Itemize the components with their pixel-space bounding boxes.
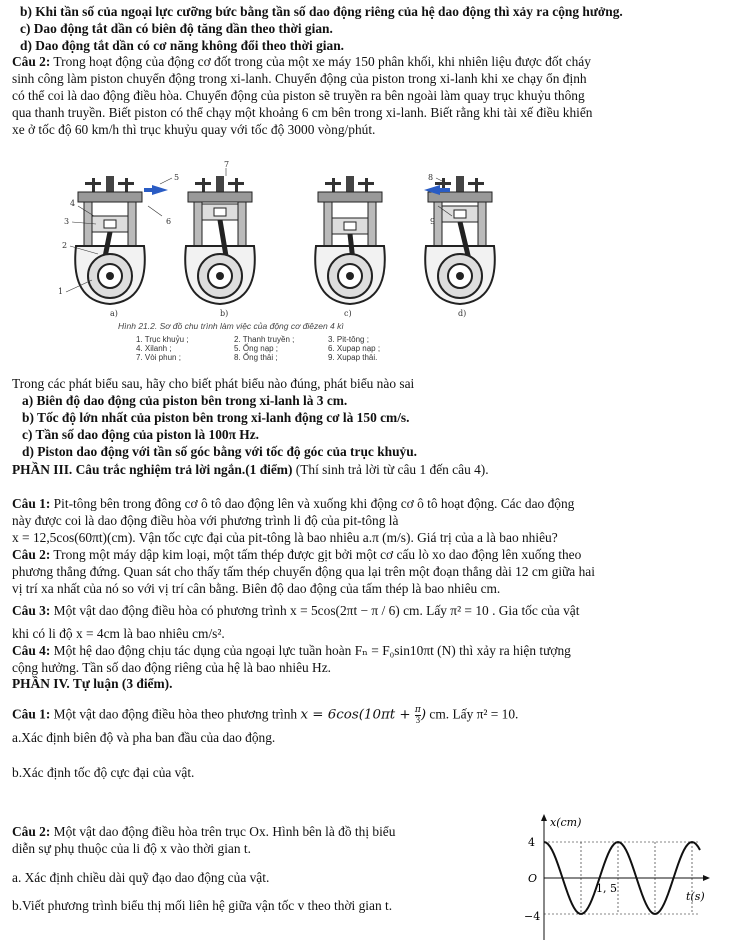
callout-6: 6: [166, 217, 172, 226]
engine-cycle-figure: [40, 160, 500, 338]
p4-q1b: b.Xác định tốc độ cực đại của vật.: [12, 765, 195, 780]
y-tick-4: 4: [528, 836, 535, 849]
callout-5: 5: [174, 173, 180, 182]
callout-8: 8: [428, 173, 434, 182]
p3-q2-line3: vị trí xa nhất của nó so với vị trí cân bằng. Biên độ dao động của tấm thép là bao nhiêu cm.: [12, 581, 501, 596]
p3-q1-line3: x = 12,5cos(60πt)(cm). Vận tốc cực đại của pit-tông là bao nhiêu a.π (m/s). Giá trị của a là bao nhiêu?: [12, 530, 558, 545]
y-axis-arrow: [541, 814, 547, 821]
p3-q1-line1: Câu 1: Pit-tông bên trong đông cơ ô tô dao động lên và xuống khi động cơ ô tô hoạt động. Các dao động: [12, 496, 575, 511]
x-axis-label: t(s): [686, 890, 705, 903]
legend-col3: 3. Pit-tông ; 6. Xupap nạp ; 9. Xupap thải.: [328, 335, 381, 362]
statement-2c: c) Tần số dao động của piston là 100π Hz.: [22, 427, 260, 442]
legend-col2: 2. Thanh truyền ; 5. Ống nạp ; 8. Ống thải ;: [234, 335, 295, 362]
callout-4: 4: [70, 199, 76, 208]
statement-2b: b) Tốc độ lớn nhất của piston bên trong xi-lanh động cơ là 150 cm/s.: [22, 410, 410, 425]
p4-q1-line: Câu 1: Một vật dao động điều hòa theo phương trình x = 6cos(10πt + $\frac{\pi}{3}$ ) cm. Lấy π² = 10.: [12, 705, 519, 725]
callout-1: 1: [58, 287, 64, 296]
p4-q2-line1: Câu 2: Một vật dao động điều hòa trên trục Ox. Hình bên là đồ thị biểu: [12, 824, 396, 839]
legend-col1: 1. Trục khuỷu ; 4. Xilanh ; 7. Vòi phun ;: [136, 335, 189, 362]
p3-q4-line1: Câu 4: Một hệ dao động chịu tác dụng của ngoại lực tuần hoàn Fₙ = F₀sin10πt (N) thì xảy ra hiện tượng: [12, 643, 571, 658]
p3-q3-line2: khi có li độ x = 4cm là bao nhiêu cm/s².: [12, 626, 225, 641]
statement-c: c) Dao động tắt dần có biên độ tăng dần theo thời gian.: [20, 21, 333, 36]
q2-line4: qua thanh truyền. Biết piston có thể chạy một khoảng 6 cm bên trong xi-lanh. Biết rằng khi tài xế điều khiển: [12, 105, 593, 120]
p3-q1-line2: này được coi là dao động điều hòa với phương trình li độ của pit-tông là: [12, 513, 399, 528]
p3-q2-line1: Câu 2: Trong một máy dập kim loại, một tấm thép được gịt bởi một cơ cấu lò xo dao động lên xuống theo: [12, 547, 582, 562]
p4-q2a: a. Xác định chiều dài quỹ đạo dao động của vật.: [12, 870, 270, 885]
q2-line2: sinh công làm piston chuyển động trong xi-lanh. Chuyển động của piston trong xi-lanh khi xe chạy ổn định: [12, 71, 587, 86]
callout-3: 3: [64, 217, 70, 226]
pi-over-3-fraction: $\frac{\pi}{3}$: [414, 705, 421, 725]
panel-label-a: a): [110, 309, 118, 318]
p3-q3-line1: Câu 3: Một vật dao động điều hòa có phương trình x = 5cos(2πt − π / 6) cm. Lấy π² = 10 . Gia tốc của vật: [12, 603, 580, 618]
statements-intro: Trong các phát biểu sau, hãy cho biết phát biểu nào đúng, phát biểu nào sai: [12, 376, 415, 391]
p4-q2b: b.Viết phương trình biểu thị mối liên hệ giữa vận tốc v theo thời gian t.: [12, 898, 393, 913]
callout-7: 7: [224, 160, 230, 169]
x-tick-1-5: 1, 5: [596, 882, 617, 895]
y-tick-neg4: −4: [524, 910, 541, 923]
p3-q2-line2: phương thẳng đứng. Quan sát cho thấy tấm thép chuyển động qua lại trên một đoạn thẳng dài 12 cm giữa hai: [12, 564, 595, 579]
displacement-time-graph: [520, 812, 720, 942]
y-tick-origin: O: [528, 872, 538, 885]
q2-line5: xe ở tốc độ 60 km/h thì trục khuỷu quay với tốc độ 3000 vòng/phút.: [12, 122, 376, 137]
callout-9: 9: [430, 217, 436, 226]
statement-d: d) Dao động tắt dần có cơ năng không đổi theo thời gian.: [20, 38, 344, 53]
part3-title: PHẦN III. Câu trắc nghiệm trả lời ngắn.(1 điểm) (Thí sinh trả lời từ câu 1 đến câu 4).: [12, 462, 489, 477]
panel-label-c: c): [344, 309, 352, 318]
statement-2a: a) Biên độ dao động của piston bên trong xi-lanh là 3 cm.: [22, 393, 348, 408]
statement-b: b) Khi tần số của ngoại lực cưỡng bức bằng tần số dao động riêng của hệ dao động thì xảy ra cộng hưởng.: [20, 4, 623, 19]
panel-label-b: b): [220, 309, 229, 318]
p3-q4-line2: cộng hưởng. Tần số dao động riêng của hệ là bao nhiêu Hz.: [12, 660, 332, 675]
q2-line1: Câu 2: Trong hoạt động của động cơ đốt trong của một xe máy 150 phân khối, khi nhiên liệu được đốt cháy: [12, 54, 591, 69]
q2-line3: có thể coi là dao động điều hòa. Chuyển động của piston sẽ truyền ra bên ngoài làm quay trục khuỷu thông: [12, 88, 585, 103]
figure-caption: Hình 21.2. Sơ đồ chu trình làm việc của động cơ điêzen 4 kì: [118, 321, 344, 331]
callout-2: 2: [62, 241, 68, 250]
p4-q2-line2: diễn sự phụ thuộc của li độ x vào thời gian t.: [12, 841, 251, 856]
y-axis-label: x(cm): [550, 816, 582, 829]
p4-q1a: a.Xác định biên độ và pha ban đầu của dao động.: [12, 730, 276, 745]
part4-title: PHẦN IV. Tự luận (3 điểm).: [12, 676, 173, 691]
panel-label-d: d): [458, 309, 467, 318]
statement-2d: d) Piston dao động với tần số góc bằng với tốc độ góc của trục khuỷu.: [22, 444, 418, 459]
x-axis-arrow: [703, 875, 710, 881]
